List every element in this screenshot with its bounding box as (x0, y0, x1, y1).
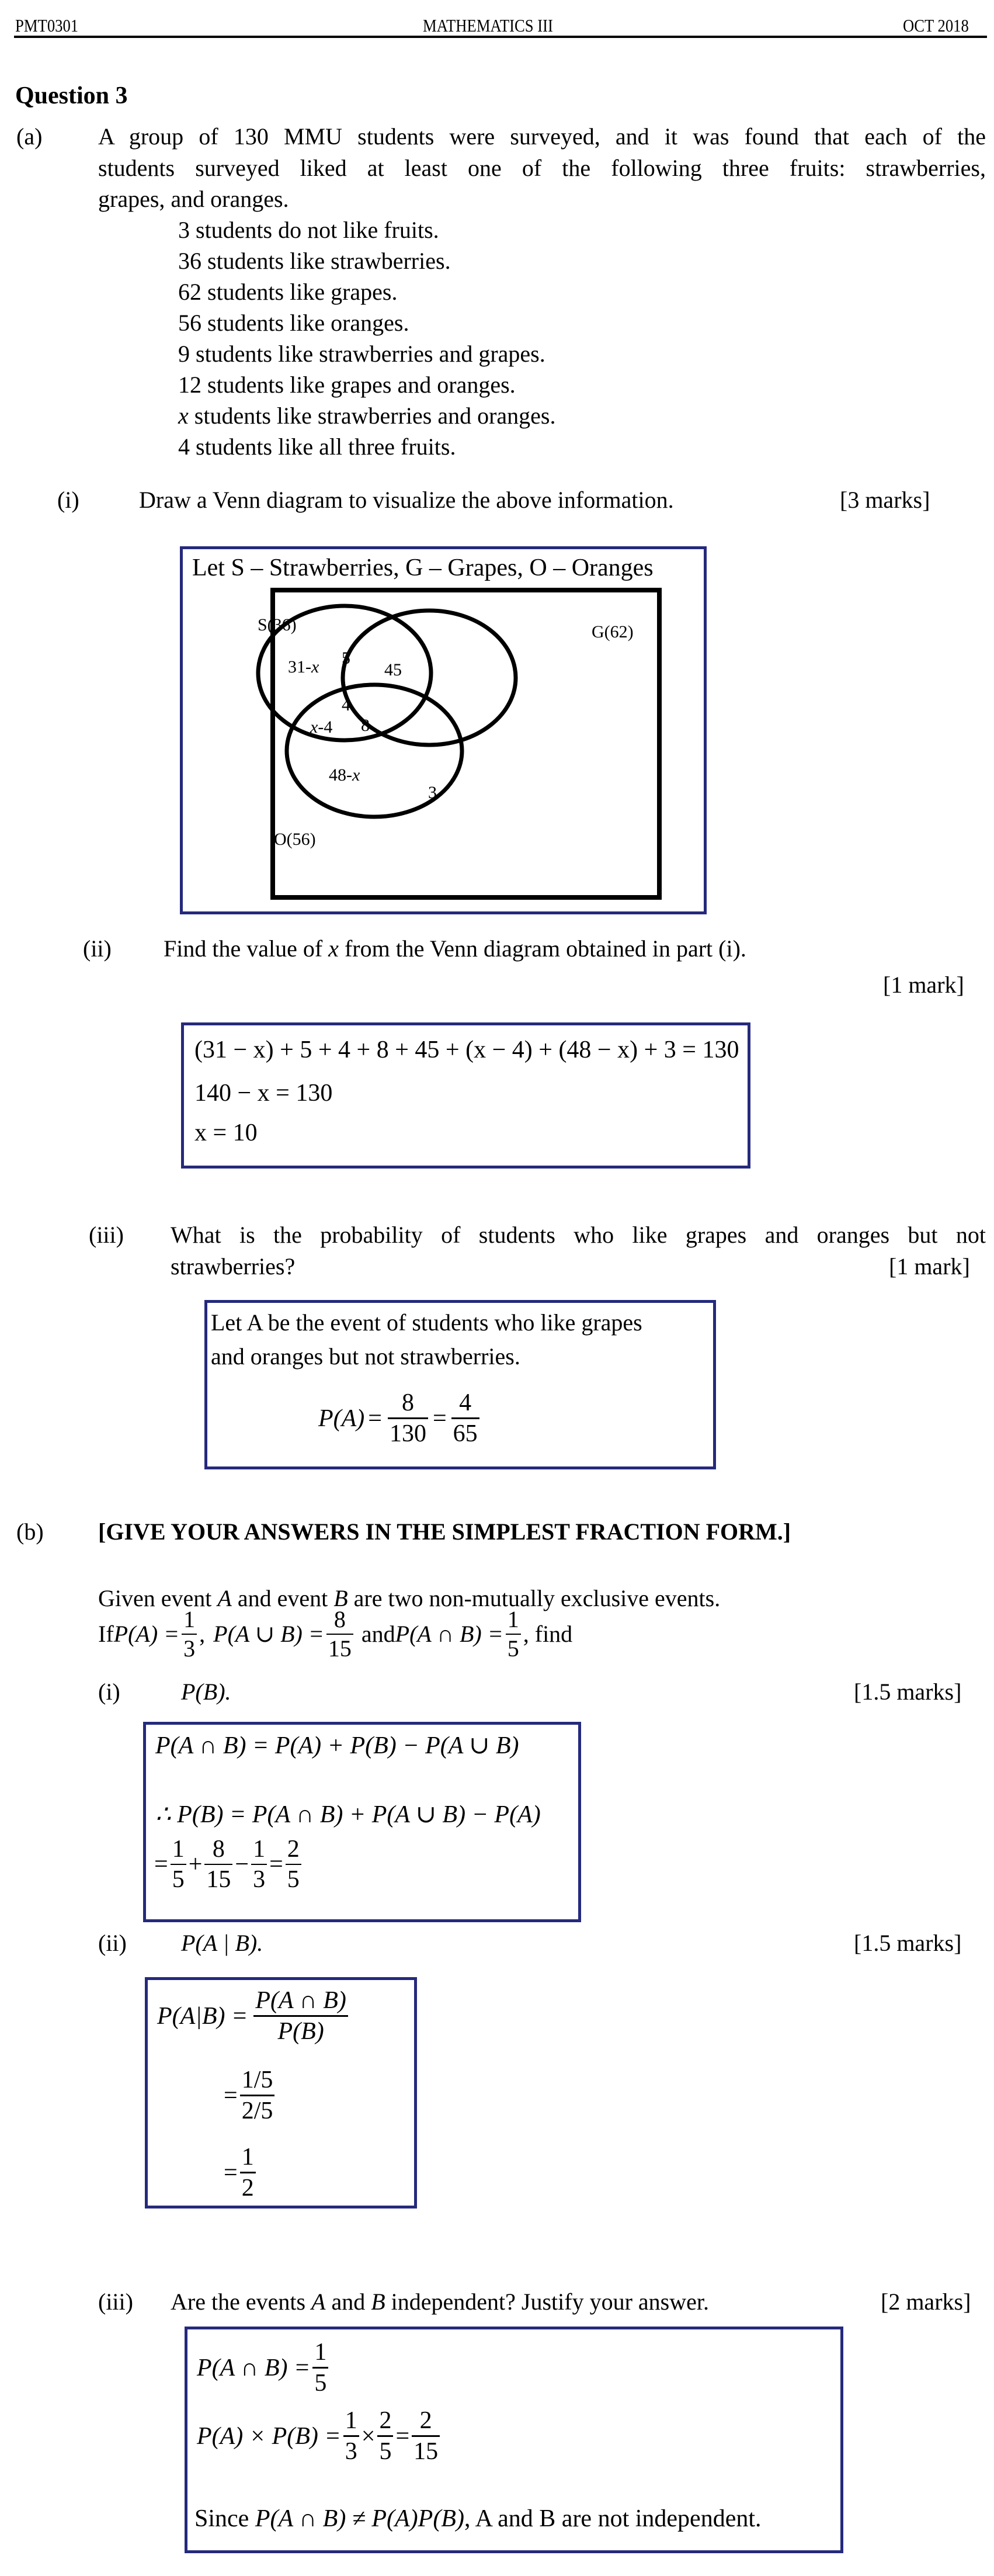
text: Find the value of (164, 935, 329, 962)
given-conditions: If P(A) = $\frac{1}{3}$ , P(A ∪ B) = $\frac{8}{15}$ and P(A ∩ B) = $\frac{1}{5}$ , find (98, 1606, 573, 1662)
region-s-g: 5 (342, 649, 350, 668)
lhs: P(A) × P(B) = (197, 2422, 341, 2450)
equals: = (432, 1405, 447, 1432)
region-s-o-value: -4 (318, 717, 333, 737)
answer-line-2: and oranges but not strawberries. (211, 1343, 520, 1370)
part-a-intro-line-2: students surveyed liked at least one of the following three fruits: strawberries, (98, 155, 986, 181)
pb-calculation: = $\frac{1}{5}$ + $\frac{8}{15}$ − $\frac{1}{3}$ = $\frac{2}{5}$ (154, 1837, 304, 1892)
sub-ii-marks: [1 mark] (883, 972, 964, 998)
region-s-g-o: 4 (342, 695, 350, 715)
fraction (326, 1608, 353, 1660)
denominator: 2/5 (241, 2097, 273, 2124)
b-sub-iii-text (171, 2287, 709, 2317)
numerator: 1 (241, 2144, 254, 2171)
text: Are the events (171, 2289, 312, 2315)
times: × (361, 2422, 376, 2450)
event-b: B (371, 2289, 385, 2315)
text: , A and B are not independent. (464, 2505, 762, 2532)
denominator: P(B) (277, 2018, 324, 2045)
p-a: P(A) = (113, 1621, 180, 1647)
equation-line-3: x = 10 (194, 1119, 258, 1146)
p-a-intersect-b: P(A ∩ B) = (395, 1621, 503, 1647)
conditional-formula (157, 1988, 350, 2044)
numerator: 1 (507, 1606, 519, 1632)
variable-x: x (178, 403, 189, 429)
answer-line-1: Let A be the event of students who like grapes (211, 1309, 642, 1336)
equals: = (368, 1405, 382, 1432)
b-sub-iii-marks: [2 marks] (881, 2289, 971, 2315)
variable-x: x (328, 935, 339, 962)
b-sub-ii-marks: [1.5 marks] (854, 1930, 962, 1956)
part-b-instruction: [GIVE YOUR ANSWERS IN THE SIMPLEST FRACTION FORM.] (98, 1518, 791, 1545)
p-a-union-b: P(A ∪ B) = (213, 1621, 324, 1647)
venn-legend: Let S – Strawberries, G – Grapes, O – Oranges (192, 554, 654, 581)
sub-i-text: Draw a Venn diagram to visualize the above information. (139, 487, 674, 513)
fact-item: 4 students like all three fruits. (178, 434, 456, 460)
text: and (325, 2289, 371, 2315)
numerator: 1 (172, 1836, 185, 1863)
part-a-label: (a) (16, 123, 43, 150)
question-title: Question 3 (15, 82, 128, 109)
fact-item: 12 students like grapes and oranges. (178, 372, 516, 398)
numerator: 2 (287, 1836, 300, 1863)
compound-fraction (240, 2068, 275, 2123)
fact-item: 9 students like strawberries and grapes. (178, 341, 545, 367)
fraction (240, 2145, 256, 2200)
region-o-only-value: 48- (329, 765, 352, 785)
numerator: 1 (345, 2407, 357, 2434)
exam-date: OCT 2018 (903, 15, 969, 36)
numerator: 1/5 (241, 2067, 273, 2093)
denominator: 3 (345, 2438, 357, 2465)
fact-item: 36 students like strawberries. (178, 248, 451, 274)
lhs: P(A) (318, 1405, 365, 1432)
subject-title: MATHEMATICS III (423, 15, 553, 36)
sub-ii-text (164, 934, 746, 964)
conditional-step: = $\frac{1/5}{2/5}$ (224, 2068, 277, 2123)
fact-item (178, 401, 555, 431)
text: and (361, 1621, 395, 1647)
equation-line-2: 140 − x = 130 (194, 1080, 333, 1107)
product-value: P(A) × P(B) = $\frac{1}{3}$ × $\frac{2}{5}$ = $\frac{2}{15}$ (197, 2408, 442, 2464)
fact-item: 62 students like grapes. (178, 279, 398, 305)
denominator: 3 (183, 1635, 196, 1662)
region-g-only: 45 (384, 660, 402, 679)
fact-text: students like strawberries and oranges. (188, 403, 556, 429)
text: are two non-mutually exclusive events. (347, 1585, 721, 1611)
fraction (377, 2408, 393, 2464)
numerator: 8 (212, 1836, 225, 1863)
text: Since (194, 2505, 255, 2532)
b-sub-i-label: (i) (98, 1679, 120, 1705)
fraction (343, 2408, 359, 2464)
region-outside: 3 (428, 783, 437, 802)
venn-answer-box (180, 546, 707, 914)
venn-diagram (183, 549, 704, 911)
fraction (312, 2340, 328, 2395)
independence-conclusion (194, 2505, 762, 2533)
event-a: A (311, 2289, 326, 2315)
numerator: 8 (401, 1389, 414, 1416)
sub-iii-marks: [1 mark] (889, 1253, 970, 1280)
region-s-only (288, 657, 319, 677)
conditional-answer-box (145, 1977, 417, 2209)
region-s-only-value: 31- (288, 657, 311, 677)
fraction (388, 1391, 428, 1446)
inequality: P(A ∩ B) ≠ P(A)P(B) (255, 2505, 464, 2532)
header-rule (14, 36, 987, 38)
denominator: 15 (328, 1635, 352, 1662)
equation-line-1: (31 − x) + 5 + 4 + 8 + 45 + (x − 4) + (48 − x) + 3 = 130 (194, 1036, 739, 1063)
fraction (506, 1608, 521, 1660)
text: Given event (98, 1585, 218, 1611)
denominator: 5 (172, 1866, 185, 1893)
denominator: 65 (453, 1420, 478, 1447)
region-g-o: 8 (361, 716, 370, 735)
lhs: P(A|B) = (157, 2002, 248, 2030)
conditional-result: = $\frac{1}{2}$ (224, 2145, 258, 2200)
part-a-intro-line-3: grapes, and oranges. (98, 186, 289, 212)
course-code: PMT0301 (15, 15, 79, 36)
text: from the Venn diagram obtained in part (i). (338, 935, 746, 962)
part-a-intro-line-1: A group of 130 MMU students were surveyed, and it was found that each of the (98, 123, 986, 150)
sub-ii-label: (ii) (83, 935, 112, 962)
sub-iii-text-line-2: strawberries? (171, 1253, 296, 1280)
denominator: 15 (413, 2438, 439, 2465)
numerator: 1 (253, 1836, 266, 1863)
fraction (251, 1837, 267, 1892)
addition-rule: P(A ∩ B) = P(A) + P(B) − P(A ∪ B) (155, 1732, 519, 1759)
b-sub-i-text: P(B). (181, 1679, 231, 1705)
set-label-s: S(36) (258, 615, 297, 635)
fraction (412, 2408, 440, 2464)
fraction (253, 1988, 348, 2044)
b-sub-i-marks: [1.5 marks] (854, 1679, 962, 1705)
denominator: 130 (389, 1420, 426, 1447)
probability-equation (318, 1391, 482, 1446)
b-sub-iii-label: (iii) (98, 2289, 133, 2315)
lhs: P(A ∩ B) = (197, 2354, 311, 2381)
numerator: P(A ∩ B) (255, 1987, 346, 2014)
denominator: 3 (253, 1866, 266, 1893)
fraction (451, 1391, 479, 1446)
text: If (98, 1621, 114, 1647)
rearranged-rule: ∴ P(B) = P(A ∩ B) + P(A ∪ B) − P(A) (155, 1801, 541, 1828)
fraction (286, 1837, 301, 1892)
set-label-o: O(56) (274, 830, 316, 849)
region-s-o (310, 717, 332, 737)
text: , find (523, 1621, 573, 1647)
fact-item: 56 students like oranges. (178, 310, 409, 336)
region-o-only (329, 765, 360, 785)
numerator: 1 (183, 1606, 196, 1632)
variable-x: x (310, 717, 318, 737)
denominator: 5 (379, 2438, 392, 2465)
fraction (182, 1608, 197, 1660)
independence-answer-box (185, 2327, 843, 2553)
sub-i-label: (i) (57, 487, 79, 513)
find-x-answer-box (181, 1022, 750, 1169)
part-b-label: (b) (16, 1518, 44, 1545)
denominator: 5 (507, 1635, 519, 1662)
fraction (204, 1837, 232, 1892)
event-b: B (333, 1585, 348, 1611)
sub-iii-text-line-1: What is the probability of students who like grapes and oranges but not (171, 1222, 986, 1248)
text: and event (231, 1585, 334, 1611)
variable-x: x (311, 657, 319, 677)
numerator: 8 (333, 1606, 346, 1632)
intersection-value (197, 2340, 331, 2395)
probability-answer-box (204, 1300, 716, 1469)
denominator: 5 (314, 2370, 327, 2397)
fact-item: 3 students do not like fruits. (178, 217, 439, 243)
numerator: 2 (379, 2407, 392, 2434)
denominator: 2 (241, 2175, 254, 2201)
b-sub-ii-text: P(A | B). (181, 1930, 263, 1956)
numerator: 1 (314, 2339, 327, 2366)
denominator: 5 (287, 1866, 300, 1893)
set-label-g: G(62) (592, 622, 634, 642)
numerator: 4 (459, 1389, 472, 1416)
sub-iii-label: (iii) (89, 1222, 124, 1248)
denominator: 15 (206, 1866, 231, 1893)
pb-answer-box (143, 1722, 581, 1922)
text: independent? Justify your answer. (385, 2289, 709, 2315)
sub-i-marks: [3 marks] (840, 487, 930, 513)
b-sub-ii-label: (ii) (98, 1930, 127, 1956)
numerator: 2 (419, 2407, 432, 2434)
event-a: A (217, 1585, 232, 1611)
variable-x: x (352, 765, 360, 785)
fraction (171, 1837, 186, 1892)
